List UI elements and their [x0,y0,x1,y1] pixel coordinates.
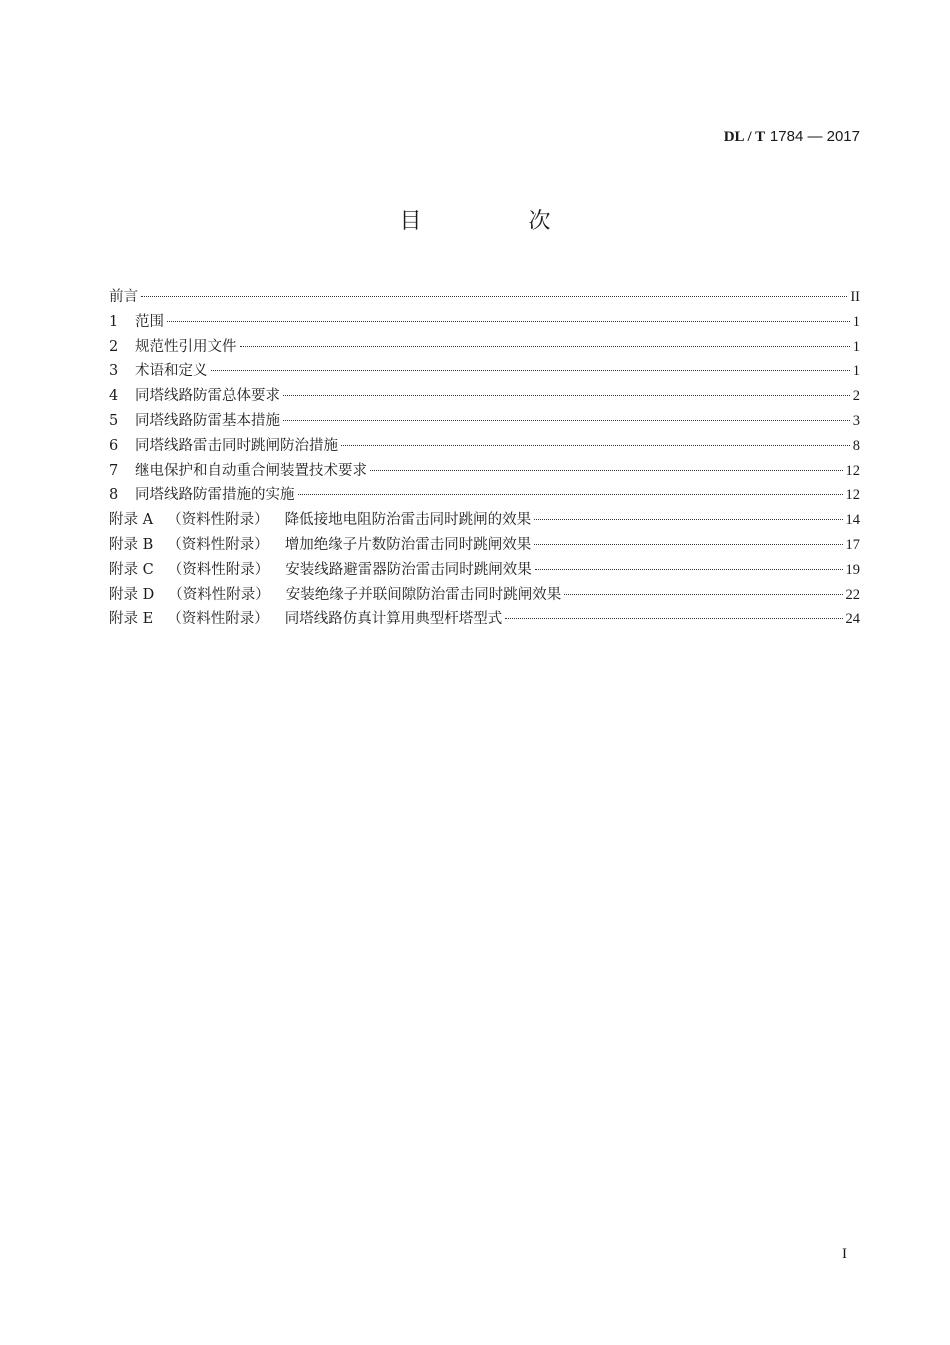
toc-appendix-type: （资料性附录） [167,561,270,578]
toc-section-number: 4 [109,388,119,405]
toc-page-number: 3 [852,412,860,429]
toc-dot-leader [298,494,843,495]
toc-page-number: 1 [852,338,860,355]
toc-dot-leader [141,296,847,297]
toc-entry-8[interactable] [109,483,860,508]
toc-page-number: 22 [845,586,860,603]
toc-entry-text: 同塔线路防雷基本措施 [135,412,280,429]
toc-section-number: 1 [109,313,119,330]
toc-entry-5[interactable] [109,409,860,434]
document-code-prefix: DL / T [723,129,766,145]
toc-page-number: II [850,289,860,305]
toc-dot-leader [167,321,850,322]
toc-page-number: 1 [852,363,860,380]
toc-entry-appendix-c[interactable] [109,558,860,583]
toc-section-number: 7 [109,462,119,479]
toc-appendix-type: （资料性附录） [167,611,269,628]
table-of-contents [109,285,860,632]
toc-section-number: 5 [109,412,119,429]
toc-dot-leader [211,370,850,371]
toc-entry-text: 继电保护和自动重合闸装置技术要求 [135,462,367,479]
toc-section-number: 6 [109,437,119,454]
toc-entry-1[interactable] [109,310,860,335]
toc-entry-4[interactable] [109,384,860,409]
toc-entry-text: 同塔线路防雷措施的实施 [135,487,295,504]
toc-dot-leader [564,594,842,595]
toc-entry-text: 规范性引用文件 [135,338,237,355]
toc-page-number: 24 [845,611,860,628]
document-code-number: 1784 — 2017 [769,128,860,145]
toc-entry-appendix-a[interactable] [109,508,860,533]
page-number: I [842,1246,847,1262]
toc-appendix-label: 附录 A [109,512,154,529]
toc-dot-leader [341,445,850,446]
toc-page-number: 8 [852,437,860,454]
toc-appendix-label: 附录 E [109,611,154,628]
toc-entry-text: 同塔线路雷击同时跳闸防治措施 [135,437,338,454]
toc-entry-text: 同塔线路防雷总体要求 [135,388,280,405]
toc-appendix-label: 附录 D [109,586,155,603]
document-code-header [724,126,860,147]
toc-dot-leader [283,420,850,421]
toc-page-number: 19 [845,561,860,578]
toc-appendix-type: （资料性附录） [168,586,270,603]
toc-page-number: 2 [852,388,860,405]
toc-entry-text: 降低接地电阻防治雷击同时跳闸的效果 [284,512,532,529]
toc-appendix-type: （资料性附录） [167,536,269,553]
toc-dot-leader [283,395,850,396]
toc-page-number: 12 [845,462,860,479]
toc-entry-text: 安装绝缘子并联间隙防治雷击同时跳闸效果 [285,586,562,603]
toc-dot-leader [370,470,843,471]
toc-entry-text: 术语和定义 [135,363,208,380]
toc-section-number: 3 [109,363,119,380]
toc-entry-3[interactable] [109,359,860,384]
toc-appendix-label: 附录 C [109,561,154,578]
toc-entry-text: 同塔线路仿真计算用典型杆塔型式 [284,611,503,628]
toc-entry-appendix-e[interactable] [109,607,860,632]
toc-entry-text: 前言 [109,289,138,305]
toc-page-number: 1 [852,313,860,330]
toc-dot-leader [535,569,843,570]
toc-dot-leader [240,346,850,347]
toc-title: 目 次 [399,209,601,234]
toc-appendix-label: 附录 B [109,536,154,553]
toc-section-number: 8 [109,487,119,504]
toc-page-number: 17 [845,536,860,553]
toc-entry-text: 安装线路避雷器防治雷击同时跳闸效果 [285,561,532,578]
toc-entry-preface[interactable] [109,285,860,310]
toc-entry-6[interactable] [109,434,860,459]
toc-entry-appendix-d[interactable] [109,583,860,608]
toc-section-number: 2 [109,338,119,355]
toc-entry-appendix-b[interactable] [109,533,860,558]
toc-entry-7[interactable] [109,459,860,484]
toc-entry-text: 范围 [135,313,164,330]
toc-page-number: 14 [845,512,860,529]
toc-dot-leader [534,519,842,520]
toc-page-number: 12 [845,487,860,504]
toc-dot-leader [505,618,842,619]
toc-entry-text: 增加绝缘子片数防治雷击同时跳闸效果 [284,536,532,553]
toc-appendix-type: （资料性附录） [167,512,269,529]
toc-entry-2[interactable] [109,335,860,360]
toc-dot-leader [534,544,842,545]
